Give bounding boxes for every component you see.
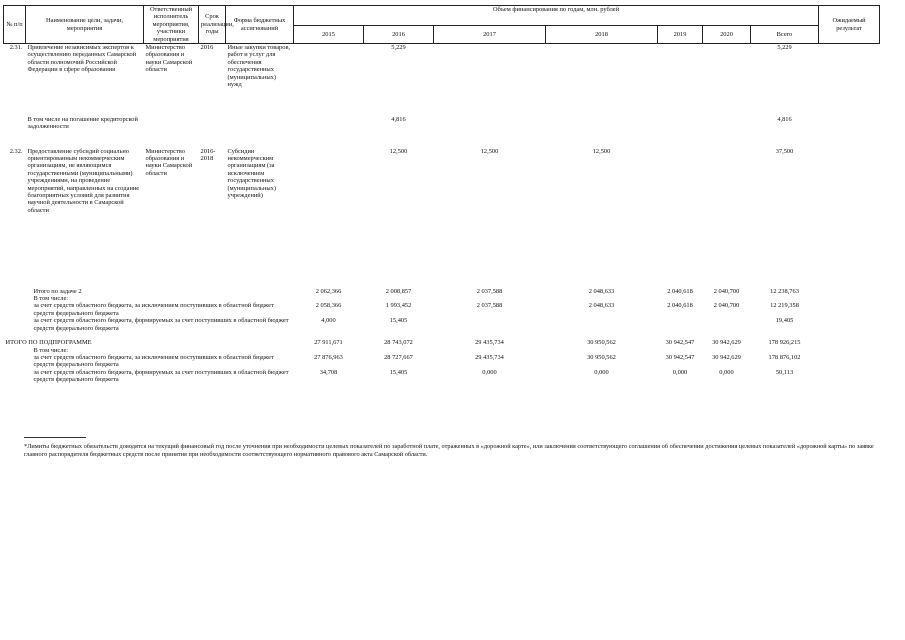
cell-2020 — [703, 148, 751, 244]
cell-2018: 2 048,633 — [588, 287, 615, 295]
cell-2018: 2 048,633 — [588, 302, 615, 310]
cell-2020 — [703, 317, 751, 339]
total-row — [4, 288, 880, 295]
cell-2015: 27 911,671 — [314, 339, 343, 347]
cell-2016: 28 727,667 — [384, 353, 413, 361]
cell-2017: 29 435,734 — [475, 339, 504, 347]
cell-2018: 12,500 — [592, 147, 611, 155]
footnote: *Лимиты бюджетных обязательств доводятся на текущий финансовый год после уточнения при необходимости целевых показателей по заработной плате, отраженных в «дорожной карте», или заключения соответствующего соглашения об обеспечении достижения целевых показателей «дорожной карты» по заявке главного распорядителя бюджетных средств после принятия при необходимости соответствующего нормативного правового акта Самарской области. — [24, 443, 874, 458]
cell-2018 — [546, 116, 658, 148]
cell-2020: 2 040,700 — [713, 287, 740, 295]
cell-2017 — [434, 317, 546, 339]
cell-total: 5,229 — [777, 44, 792, 52]
cell-total: 178 876,102 — [768, 353, 801, 361]
header-term: Срок реализации, годы — [199, 6, 226, 44]
row-name: Привлечение независимых экспертов к осуществлению переданных Самарской области полномочий Российской Федерации в сфере образования — [27, 44, 137, 74]
cell-2018: 30 950,562 — [587, 353, 616, 361]
total-row — [4, 302, 880, 317]
cell-2015 — [294, 148, 364, 244]
row-form: Иные закупки товаров, работ и услуг для обеспечения государственных (муниципальных) нужд — [227, 44, 291, 89]
cell-2017: 2 037,588 — [476, 302, 503, 310]
header-responsible: Ответственный исполнитель мероприятия, участники мероприятия — [144, 6, 199, 44]
grand-total-row — [4, 339, 880, 346]
cell-2020: 0,000 — [719, 368, 734, 376]
cell-2015: 27 876,963 — [314, 353, 343, 361]
cell-2019 — [658, 116, 703, 148]
cell-2016: 1 993,452 — [385, 302, 412, 310]
cell-2019: 30 942,547 — [665, 339, 695, 347]
cell-2016: 2 008,857 — [385, 287, 412, 295]
row-num: 2.31. — [9, 44, 23, 52]
cell-2018: 30 950,562 — [587, 339, 616, 347]
cell-result — [819, 44, 880, 116]
total-row — [4, 295, 880, 302]
spacer-row — [4, 244, 880, 288]
row-responsible: Министерство образования и науки Самарской области — [145, 44, 193, 74]
total-label: за счет средств областного бюджета, за исключением поступивших в областной бюджет средств федерального бюджета — [33, 302, 274, 317]
total-label: В том числе: — [33, 346, 69, 354]
cell-2020 — [703, 44, 751, 116]
row-name: Предоставление субсидий социально ориентированным некоммерческим организациям, не являющимся государственными (муниципальными) учреждениями, на проведение мероприятий, направленных на создание благоприятных условий для развития научной деятельности в Самарской области — [27, 147, 140, 214]
financing-table — [3, 5, 880, 384]
row-form — [226, 116, 294, 148]
cell-2019: 0,000 — [672, 368, 688, 376]
cell-2015: 2 062,366 — [315, 287, 342, 295]
cell-2016: 4,816 — [391, 115, 406, 123]
cell-total: 50,113 — [775, 368, 794, 376]
footnote-divider — [24, 437, 86, 438]
table-row — [4, 44, 880, 116]
cell-2017 — [434, 44, 546, 116]
cell-2020: 2 040,700 — [713, 302, 740, 310]
row-num: 2.32. — [9, 147, 23, 155]
cell-2016: 12,500 — [389, 147, 408, 155]
cell-2016: 28 743,072 — [384, 339, 413, 347]
row-term: 2016-2018 — [200, 147, 216, 162]
cell-2015: 4,000 — [321, 317, 336, 325]
cell-total: 4,816 — [777, 115, 792, 123]
cell-total: 12 238,763 — [770, 287, 799, 295]
header-num: № п/п — [4, 6, 26, 44]
cell-2015: 34,708 — [319, 368, 338, 376]
cell-2019: 30 942,547 — [665, 353, 695, 361]
cell-2015: 2 058,366 — [315, 302, 342, 310]
cell-2017: 29 435,734 — [475, 353, 504, 361]
cell-2018: 0,000 — [594, 368, 609, 376]
total-label: за счет средств областного бюджета, за исключением поступивших в областной бюджет средств федерального бюджета — [33, 353, 274, 369]
cell-total: 178 926,215 — [768, 339, 801, 347]
cell-2017: 12,500 — [480, 147, 499, 155]
cell-2019: 2 040,618 — [667, 302, 693, 310]
cell-2016: 15,405 — [389, 368, 408, 376]
row-responsible: Министерство образования и науки Самарской области — [145, 147, 193, 177]
cell-2019 — [658, 44, 703, 116]
total-row — [4, 347, 880, 354]
cell-result — [819, 148, 880, 244]
table-row — [4, 148, 880, 244]
header-year: 2017 — [434, 26, 546, 44]
header-name: Наименование цели, задачи, мероприятия — [26, 6, 144, 44]
header-year: 2016 — [364, 26, 434, 44]
cell-2016: 5,229 — [391, 44, 406, 52]
header-year: 2019 — [658, 26, 703, 44]
total-label: за счет средств областного бюджета, формируемых за счет поступивших в областной бюджет средств федерального бюджета — [33, 317, 289, 332]
row-term: 2016 — [200, 44, 214, 52]
table-row — [4, 116, 880, 148]
cell-2015 — [294, 44, 364, 116]
cell-2017: 0,000 — [482, 368, 497, 376]
cell-result — [819, 116, 880, 148]
cell-total: 37,500 — [775, 147, 794, 155]
row-term — [199, 116, 226, 148]
cell-2017 — [434, 116, 546, 148]
cell-total: 19,405 — [775, 317, 794, 325]
total-label: Итого по задаче 2 — [33, 287, 82, 295]
cell-2018 — [546, 44, 658, 116]
header-financing: Объем финансирования по годам, млн. рублей — [294, 6, 819, 26]
total-row — [4, 354, 880, 369]
total-row — [4, 317, 880, 339]
cell-2015 — [294, 116, 364, 148]
cell-2016: 15,405 — [389, 317, 408, 325]
row-form: Субсидии некоммерческим организациям (за исключением государственных (муниципальных) учреждений) — [227, 147, 277, 199]
total-row — [4, 369, 880, 384]
cell-2020: 30 942,629 — [712, 339, 741, 347]
cell-2019: 2 040,618 — [667, 287, 693, 295]
header-year: 2015 — [294, 26, 364, 44]
header-form: Форма бюджетных ассигнований — [226, 6, 294, 44]
total-label: В том числе: — [33, 294, 69, 302]
header-result: Ожидаемый результат — [819, 6, 880, 44]
row-responsible — [144, 116, 199, 148]
header-year: 2020 — [703, 26, 751, 44]
cell-2020 — [703, 116, 751, 148]
cell-2019 — [658, 317, 703, 339]
cell-2017: 2 037,588 — [476, 287, 503, 295]
row-num — [4, 116, 26, 148]
cell-total: 12 219,358 — [770, 302, 799, 310]
header-total: Всего — [751, 26, 819, 44]
total-label: за счет средств областного бюджета, формируемых за счет поступивших в областной бюджет средств федерального бюджета — [33, 368, 289, 384]
table-header — [4, 6, 880, 44]
row-name: В том числе на погашение кредиторской задолженности — [27, 115, 138, 130]
grand-total-label: ИТОГО ПО ПОДПРОГРАММЕ — [5, 339, 92, 347]
cell-2018 — [546, 317, 658, 339]
cell-2019 — [658, 148, 703, 244]
cell-2020: 30 942,629 — [712, 353, 741, 361]
header-year: 2018 — [546, 26, 658, 44]
